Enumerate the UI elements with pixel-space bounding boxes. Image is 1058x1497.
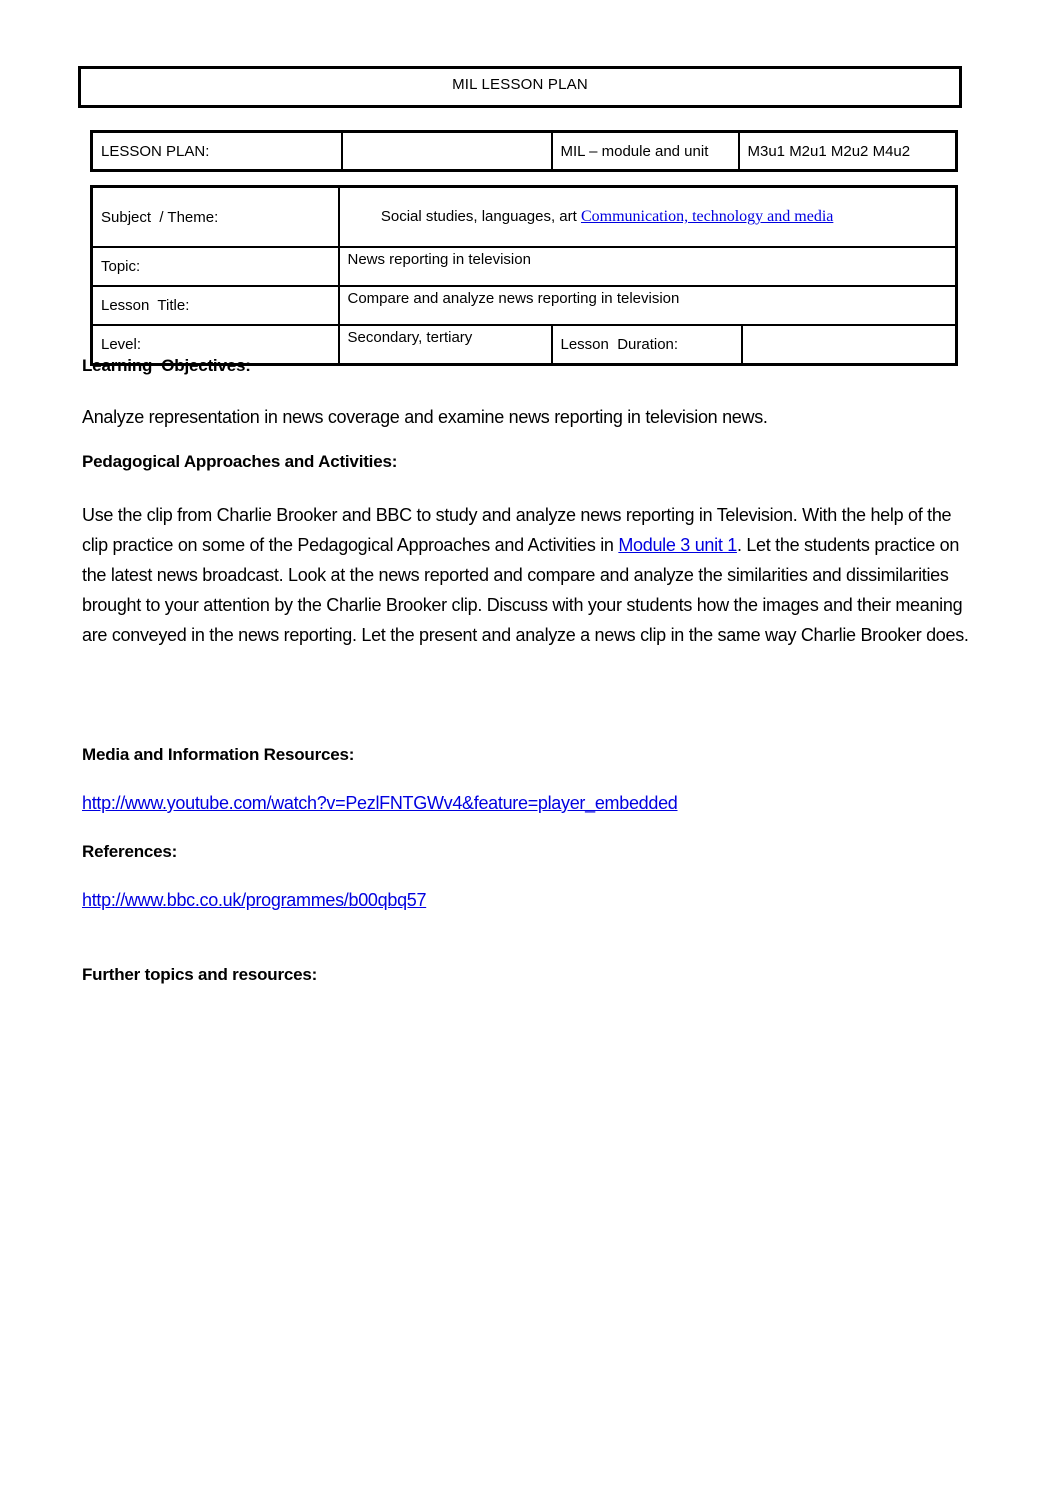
youtube-link[interactable]: http://www.youtube.com/watch?v=PezlFNTGWv4&feature=player_embedded [82,793,678,813]
lesson-plan-value [342,132,552,171]
subject-theme-label: Subject / Theme: [92,187,339,248]
bbc-link[interactable]: http://www.bbc.co.uk/programmes/b00qbq57 [82,890,427,910]
lesson-duration-label: Lesson Duration: [552,325,742,365]
subject-theme-value [339,187,957,248]
pedagogical-text-part1: Use the clip from Charlie Brooker and BBC to study and analyze news reporting in Television. With the help of the clip practice on some of the Pedagogical Approaches and Activities in [82,505,952,555]
document-title: MIL LESSON PLAN [452,76,588,93]
lesson-duration-value [742,325,957,365]
level-label: Level: [92,325,339,365]
lesson-plan-label: LESSON PLAN: [92,132,342,171]
subject-theme-text: Social studies, languages, art [380,208,581,225]
module-3-unit-1-link[interactable]: Module 3 unit 1 [618,535,737,555]
lesson-title-label: Lesson Title: [92,286,339,325]
learning-objectives-text: Analyze representation in news coverage and examine news reporting in television news. [82,407,768,427]
lesson-title-value: Compare and analyze news reporting in television [339,286,957,325]
media-resources-heading: Media and Information Resources: [82,745,355,764]
pedagogical-approaches-paragraph [82,500,977,650]
learning-objectives-heading: Learning Objectives: [82,356,251,375]
topic-value: News reporting in television [339,247,957,286]
mil-module-value: M3u1 M2u1 M2u2 M4u2 [739,132,957,171]
table-row [92,286,957,325]
table-row [92,187,957,248]
topic-label: Topic: [92,247,339,286]
further-topics-heading: Further topics and resources: [82,965,318,984]
pedagogical-approaches-heading: Pedagogical Approaches and Activities: [82,452,398,471]
communication-technology-media-link[interactable]: Communication, technology and media [580,208,834,225]
pedagogical-text-part2: . Let the students practice on the latest news broadcast. Look at the news reported and compare and analyze the similarities and dissimilarities brought to your attention by the Charlie Brooker clip. Discuss with your students how the images and their meaning are conveyed in the news reporting. Let the present and analyze a news clip in the same way Charlie Brooker does. [82,535,969,645]
document-title-box [78,66,962,108]
lesson-plan-header-table [90,130,958,172]
table-row [92,247,957,286]
table-row [92,132,957,171]
media-resources-link-line [82,793,678,814]
lesson-details-table [90,185,958,366]
references-link-line [82,890,426,911]
level-value: Secondary, tertiary [339,325,552,365]
references-heading: References: [82,842,178,861]
mil-module-label: MIL – module and unit [552,132,739,171]
